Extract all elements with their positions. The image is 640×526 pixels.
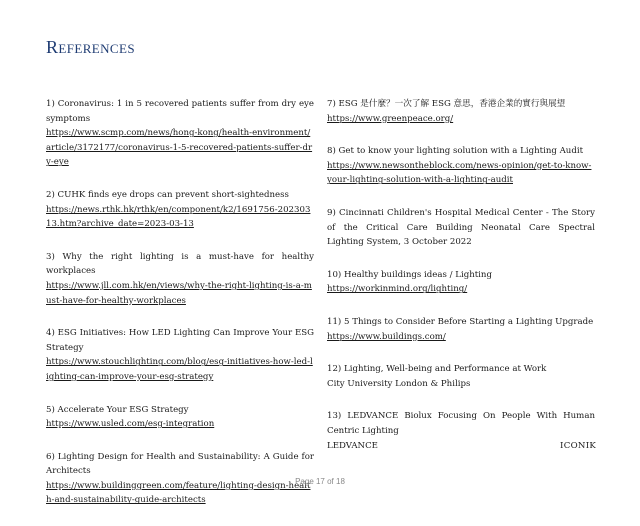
reference-text: 13) LEDVANCE Biolux Focusing On People With Human Centric Lighting [327,411,595,436]
page-number: Page 17 of 18 [295,477,345,486]
reference-item [327,362,595,391]
reference-item [327,268,595,297]
reference-item [46,97,314,170]
reference-text: 7) ESG 是什麼？一次了解 ESG 意思，香港企業的實行與展望 [327,99,566,109]
reference-text: 10) Healthy buildings ideas / Lighting [327,269,492,280]
reference-item [46,188,314,232]
reference-link[interactable]: https://www.jll.com.hk/en/views/why-the-right-lighting-is-a-must-have-for-healthy-workplaces [46,280,312,306]
reference-link[interactable]: https://workinmind.org/lighting/ [327,284,468,295]
reference-text: 5) Accelerate Your ESG Strategy [46,404,189,415]
reference-text: 1) Coronavirus: 1 in 5 recovered patients suffer from dry eye symptoms [46,99,314,124]
reference-text: 4) ESG Initiatives: How LED Lighting Can Improve Your ESG Strategy [46,328,314,353]
reference-item [327,315,595,344]
reference-link[interactable]: https://www.scmp.com/news/hong-kong/health-environment/article/3172177/coronavirus-1-5-recovered-patients-suffer-dry-eye [46,128,313,168]
reference-link[interactable]: https://news.rthk.hk/rthk/en/component/k2/1691756-20230313.htm?archive_date=2023-03-13 [46,204,311,230]
reference-text: 12) Lighting, Well-being and Performance at Work [327,364,547,375]
reference-item [46,403,314,432]
reference-link[interactable]: https://www.usled.com/esg-integration [46,419,215,430]
reference-source: City University London & Philips [327,378,471,389]
reference-text: 9) Cincinnati Children's Hospital Medical Center - The Story of the Critical Care Building Neonatal Care Spectral Lighting System, 3 October 2022 [327,207,595,248]
reference-item [46,250,314,308]
reference-text: 8) Get to know your lighting solution with a Lighting Audit [327,146,584,157]
reference-item [327,97,595,126]
reference-item [327,144,595,188]
reference-item [327,409,595,453]
reference-source: LEDVANCE [327,440,378,451]
reference-link[interactable]: https://www.greenpeace.org/ [327,113,454,124]
reference-item [327,206,595,250]
references-left-column [46,97,314,526]
page-title: References [46,37,135,57]
reference-text: 6) Lighting Design for Health and Sustainability: A Guide for Architects [46,451,314,477]
references-right-column [327,97,595,471]
reference-text: 2) CUHK finds eye drops can prevent short-sightedness [46,189,289,200]
reference-item [46,326,314,384]
reference-text: 3) Why the right lighting is a must-have for healthy workplaces [46,251,314,277]
reference-link[interactable]: https://www.stouchlighting.com/blog/esg-initiatives-how-led-lighting-can-improve-your-esg-strategy [46,357,313,382]
reference-link[interactable]: https://www.newsontheblock.com/news-opinion/get-to-know-your-lighting-solution-with-a-lighting-audit [327,160,592,186]
reference-link[interactable]: https://www.buildings.com/ [327,331,446,342]
reference-link[interactable]: https://www.buildinggreen.com/feature/lighting-design-health-and-sustainability-guide-architects [46,480,311,506]
brand-name: ICONIK [560,441,597,451]
reference-text: 11) 5 Things to Consider Before Starting a Lighting Upgrade [327,316,594,327]
